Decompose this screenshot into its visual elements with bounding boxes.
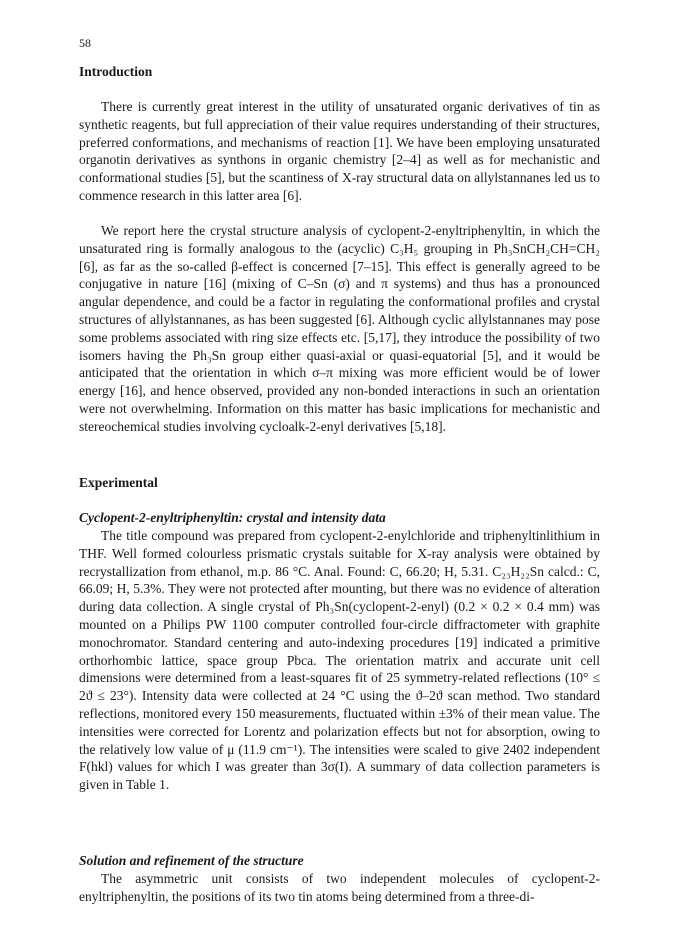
solution-paragraph: The asymmetric unit consists of two independent molecules of cyclopent-2-enyltriphenyltin, the positions of its two tin atoms being determined from a three-di- xyxy=(79,871,600,904)
introduction-paragraph-2: We report here the crystal structure analysis of cyclopent-2-enyltriphenyltin, in which the unsaturated ring is formally analogous to the (acyclic) C₃H₅ grouping in Ph₃SnCH₂CH=CH₂ [6], as far as the so-called β-effect is concerned [7–15]. This effect is generally agreed to be conjugative in nature [16] (mixing of C–Sn (σ) and π systems) and thus has a pronounced angular dependence, and could be a factor in regulating the conformational profiles and crystal structures of allylstannanes, as has been suggested [6]. Although cyclic allylstannanes may pose some problems associated with ring size effects etc. [5,17], they introduce the possibility of two isomers having the Ph₃Sn group either quasi-axial or quasi-equatorial [5], and it would be anticipated that the orientation in which σ–π mixing was more efficient would be of lower energy [16], and hence observed, provided any non-bonded interactions in such an orientation were not overwhelming. Information on this matter has basic implications for mechanistic and stereochemical studies involving cycloalk-2-enyl derivatives [5,18]. xyxy=(79,223,600,434)
introduction-heading: Introduction xyxy=(79,64,153,79)
introduction-paragraph-1: There is currently great interest in the utility of unsaturated organic derivatives of tin as synthetic reagents, but full appreciation of their value requires understanding of their structures, preferred conformations, and mechanisms of reaction [1]. We have been employing unsaturated organotin derivatives as synthons in organic chemistry [2–4] as well as for mechanistic and conformational studies [5], but the scantiness of X-ray structural data on allylstannanes led us to commence research in this latter area [6]. xyxy=(79,99,600,203)
experimental-heading: Experimental xyxy=(79,475,158,490)
crystal-data-paragraph: The title compound was prepared from cyclopent-2-enylchloride and triphenyltinlithium in THF. Well formed colourless prismatic crystals suitable for X-ray analysis were obtained by recrystallization from ethanol, m.p. 86 °C. Anal. Found: C, 66.20; H, 5.31. C₂₃H₂₂Sn calcd.: C, 66.09; H, 5.3%. They were not protected after mounting, but there was no evidence of alteration during data collection. A single crystal of Ph₃Sn(cyclopent-2-enyl) (0.2 × 0.2 × 0.4 mm) was mounted on a Philips PW 1100 computer controlled four-circle diffractometer with graphite monochromator. Standard centering and auto-indexing procedures [19] indicated a primitive orthorhombic lattice, space group Pbca. The orientation matrix and accurate unit cell dimensions were determined from a least-squares fit of 25 symmetry-related reflections (10° ≤ 2ϑ ≤ 23°). Intensity data were collected at 24 °C using the ϑ–2ϑ scan method. Two standard reflections, monitored every 150 measurements, fluctuated within ±3% of their mean value. The intensities were corrected for Lorentz and polarization effects but not for absorption, owing to the relatively low value of μ (11.9 cm⁻¹). The intensities were scaled to give 2402 independent F(hkl) values for which I was greater than 3σ(I). A summary of data collection parameters is given in Table 1. xyxy=(79,528,600,793)
solution-subheading: Solution and refinement of the structure xyxy=(79,853,304,868)
crystal-data-subheading: Cyclopent-2-enyltriphenyltin: crystal and intensity data xyxy=(79,510,386,525)
page-number: 58 xyxy=(79,36,91,50)
